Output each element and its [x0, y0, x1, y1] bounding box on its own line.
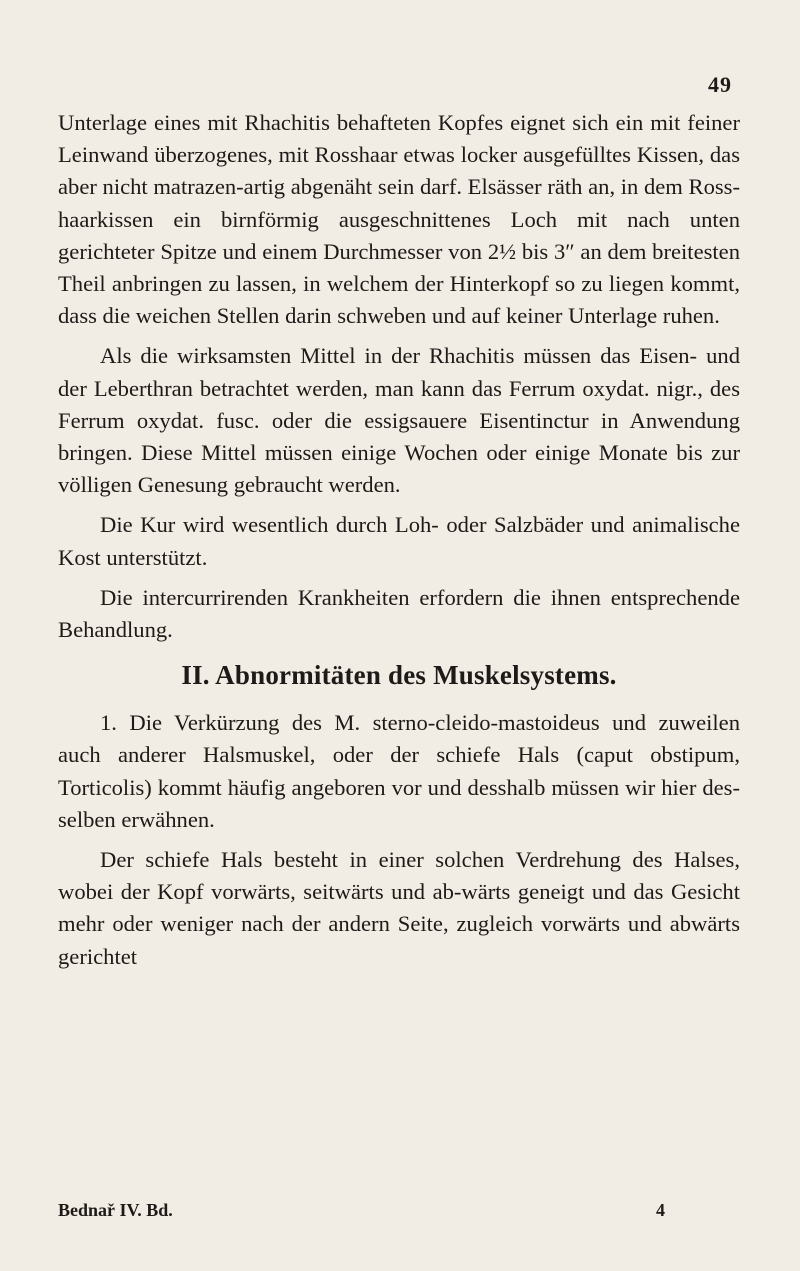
- section-heading: II. Abnormitäten des Muskelsystems.: [181, 660, 617, 691]
- paragraph-torticollis-definition: Der schiefe Hals besteht in einer solchen Verdrehung des Halses, wobei der Kopf vorwärts, seitwärts und ab-wärts geneigt und das Gesicht mehr oder weniger nach der andern Seite, zugleich vorwärts und abwärts gerichtet: [58, 847, 740, 969]
- paragraph-remedies: Als die wirksamsten Mittel in der Rhachitis müssen das Eisen- und der Leberthran betrachtet werden, man kann das Ferrum oxydat. nigr., des Ferrum oxydat. fusc. oder die essigsauere Eisentinctur in Anwendung bringen. Diese Mittel müssen einige Wochen oder einige Monate bis zur völligen Genesung gebraucht werden.: [58, 343, 740, 498]
- paragraph-cushion: Unterlage eines mit Rhachitis behafteten Kopfes eignet sich ein mit feiner Leinwand überzogenes, mit Rosshaar etwas locker ausgefülltes Kissen, das aber nicht matrazen-artig abgenäht sein darf. Elsässer räth an, in dem Ross-haarkissen ein birnförmig ausgeschnittenes Loch mit nach unten gerichteter Spitze und einem Durchmesser von 2½ bis 3″ an dem breitesten Theil anbringen zu lassen, in welchem der Hinterkopf so zu liegen kommt, dass die weichen Stellen darin schweben und auf keiner Unterlage ruhen.: [58, 110, 740, 329]
- page-body: [58, 107, 740, 973]
- page-footer: [58, 1200, 740, 1228]
- footer-sheet-number: 4: [656, 1200, 665, 1220]
- footer-signature: Bednař IV. Bd.: [58, 1200, 173, 1220]
- paragraph-intercurrent-diseases: Die intercurrirenden Krankheiten erfordern die ihnen entsprechende Behandlung.: [58, 584, 740, 643]
- page-number: 49: [708, 72, 732, 97]
- paragraph-torticollis-intro: 1. Die Verkürzung des M. sterno-cleido-mastoideus und zuweilen auch anderer Halsmuskel, oder der schiefe Hals (caput obstipum, Torticolis) kommt häufig angeboren vor und desshalb müssen wir hier des-selben erwähnen.: [58, 710, 740, 832]
- paragraph-cure: Die Kur wird wesentlich durch Loh- oder Salzbäder und animalische Kost unterstützt.: [58, 512, 740, 570]
